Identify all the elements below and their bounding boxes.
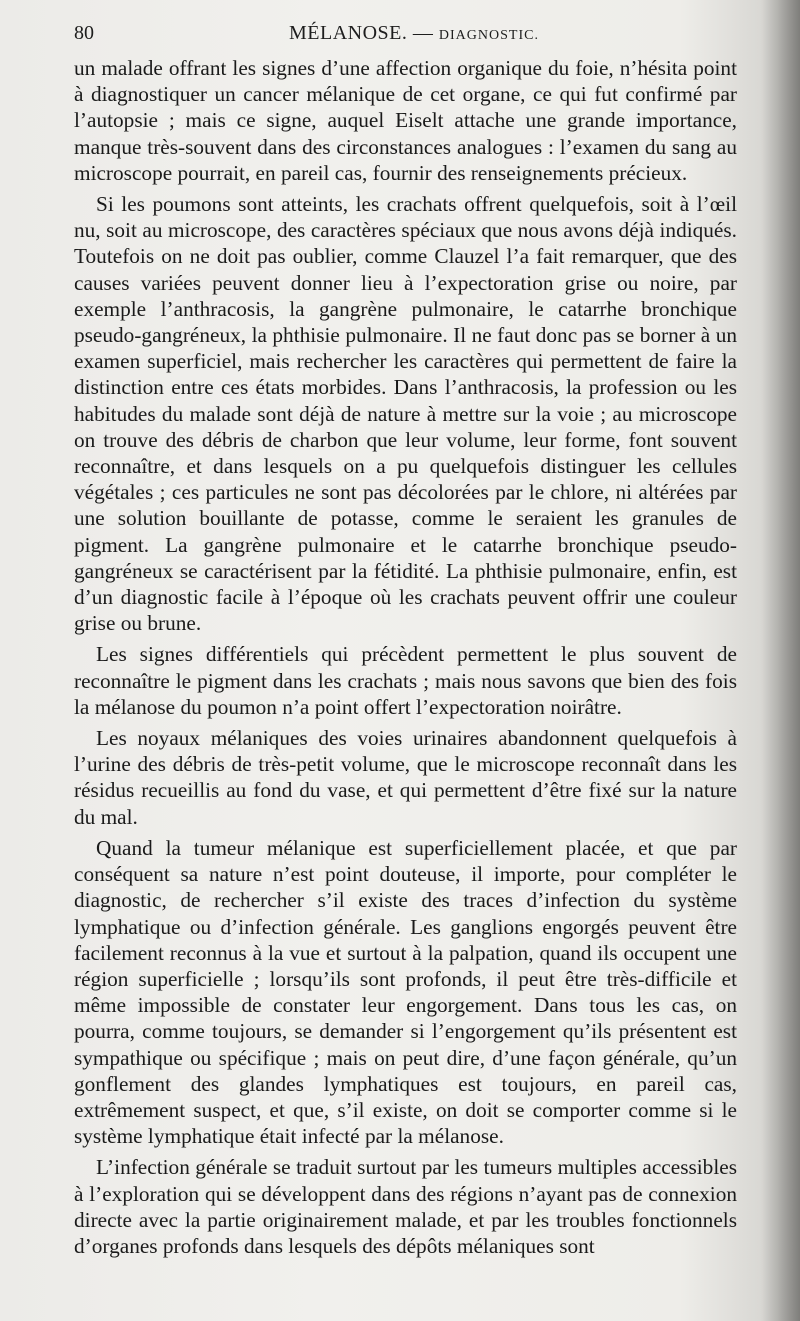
paragraph: L’infection générale se traduit surtout par les tumeurs multiples accessibles à l’exploration qui se développent dans des régions n’ayant pas de connexion directe avec la partie originairement malade, et par les troubles fonctionnels d’organes profonds dans lesquels des dépôts mélaniques sont [74,1155,737,1258]
page-header [74,22,736,52]
running-title [289,22,539,45]
body-text [74,55,737,1264]
page-edge-shadow [762,0,800,1321]
paragraph: Si les poumons sont atteints, les crachats offrent quelquefois, soit à l’œil nu, soit au microscope, des caractères spéciaux que nous avons déjà indiqués. Toutefois on ne doit pas oublier, comme Clauzel l’a fait remarquer, que des causes variées peuvent donner lieu à l’expectoration grise ou noire, par exemple l’anthracosis, la gangrène pulmonaire, le catarrhe bronchique pseudo-gangréneux, la phthisie pulmonaire. Il ne faut donc pas se borner à un examen superficiel, mais rechercher les caractères qui permettent de faire la distinction entre ces états morbides. Dans l’anthracosis, la profession ou les habitudes du malade sont déjà de nature à mettre sur la voie ; au microscope on trouve des débris de charbon que leur volume, leur forme, font souvent reconnaître, et dans lesquels on a pu quelquefois distinguer les cellules végétales ; ces particules ne sont pas décolorées par le chlore, ni altérées par une solution bouillante de potasse, comme le seraient les granules de pigment. La gangrène pulmonaire et le catarrhe bronchique pseudo-gangréneux se caractérisent par la fétidité. La phthisie pulmonaire, enfin, est d’un diagnostic facile à l’époque où les crachats peuvent offrir une couleur grise ou brune. [74,192,737,636]
paragraph: Les noyaux mélaniques des voies urinaires abandonnent quelquefois à l’urine des débris de très-petit volume, que le microscope reconnaît dans les résidus recueillis au fond du vase, et qui permettent d’être fixé sur la nature du mal. [74,726,737,829]
page-number: 80 [74,22,94,44]
running-title-main: MÉLANOSE. — [289,22,439,44]
paragraph: un malade offrant les signes d’une affection organique du foie, n’hésita point à diagnostiquer un cancer mélanique de cet organe, ce qui fut confirmé par l’autopsie ; mais ce signe, auquel Eiselt attache une grande importance, manque très-souvent dans des circonstances analogues : l’examen du sang au microscope pourrait, en pareil cas, fournir des renseignements précieux. [74,56,737,185]
paragraph: Quand la tumeur mélanique est superficiellement placée, et que par conséquent sa nature n’est point douteuse, il importe, pour compléter le diagnostic, de rechercher s’il existe des traces d’infection du système lymphatique ou d’infection générale. Les ganglions engorgés peuvent être facilement reconnus à la vue et surtout à la palpation, quand ils occupent une région superficielle ; lorsqu’ils sont profonds, il peut être très-difficile et même impossible de constater leur engorgement. Dans tous les cas, on pourra, comme toujours, se demander si l’engorgement qu’ils présentent est sympathique ou spécifique ; mais on peut dire, d’une façon générale, qu’un gonflement des glandes lymphatiques est toujours, en pareil cas, extrêmement suspect, et que, s’il existe, on doit se comporter comme si le système lymphatique était infecté par la mélanose. [74,835,737,1149]
running-title-section: DIAGNOSTIC. [438,28,539,43]
paragraph: Les signes différentiels qui précèdent permettent le plus souvent de reconnaître le pigment dans les crachats ; mais nous savons que bien des fois la mélanose du poumon n’a point offert l’expectoration noirâtre. [74,642,737,719]
